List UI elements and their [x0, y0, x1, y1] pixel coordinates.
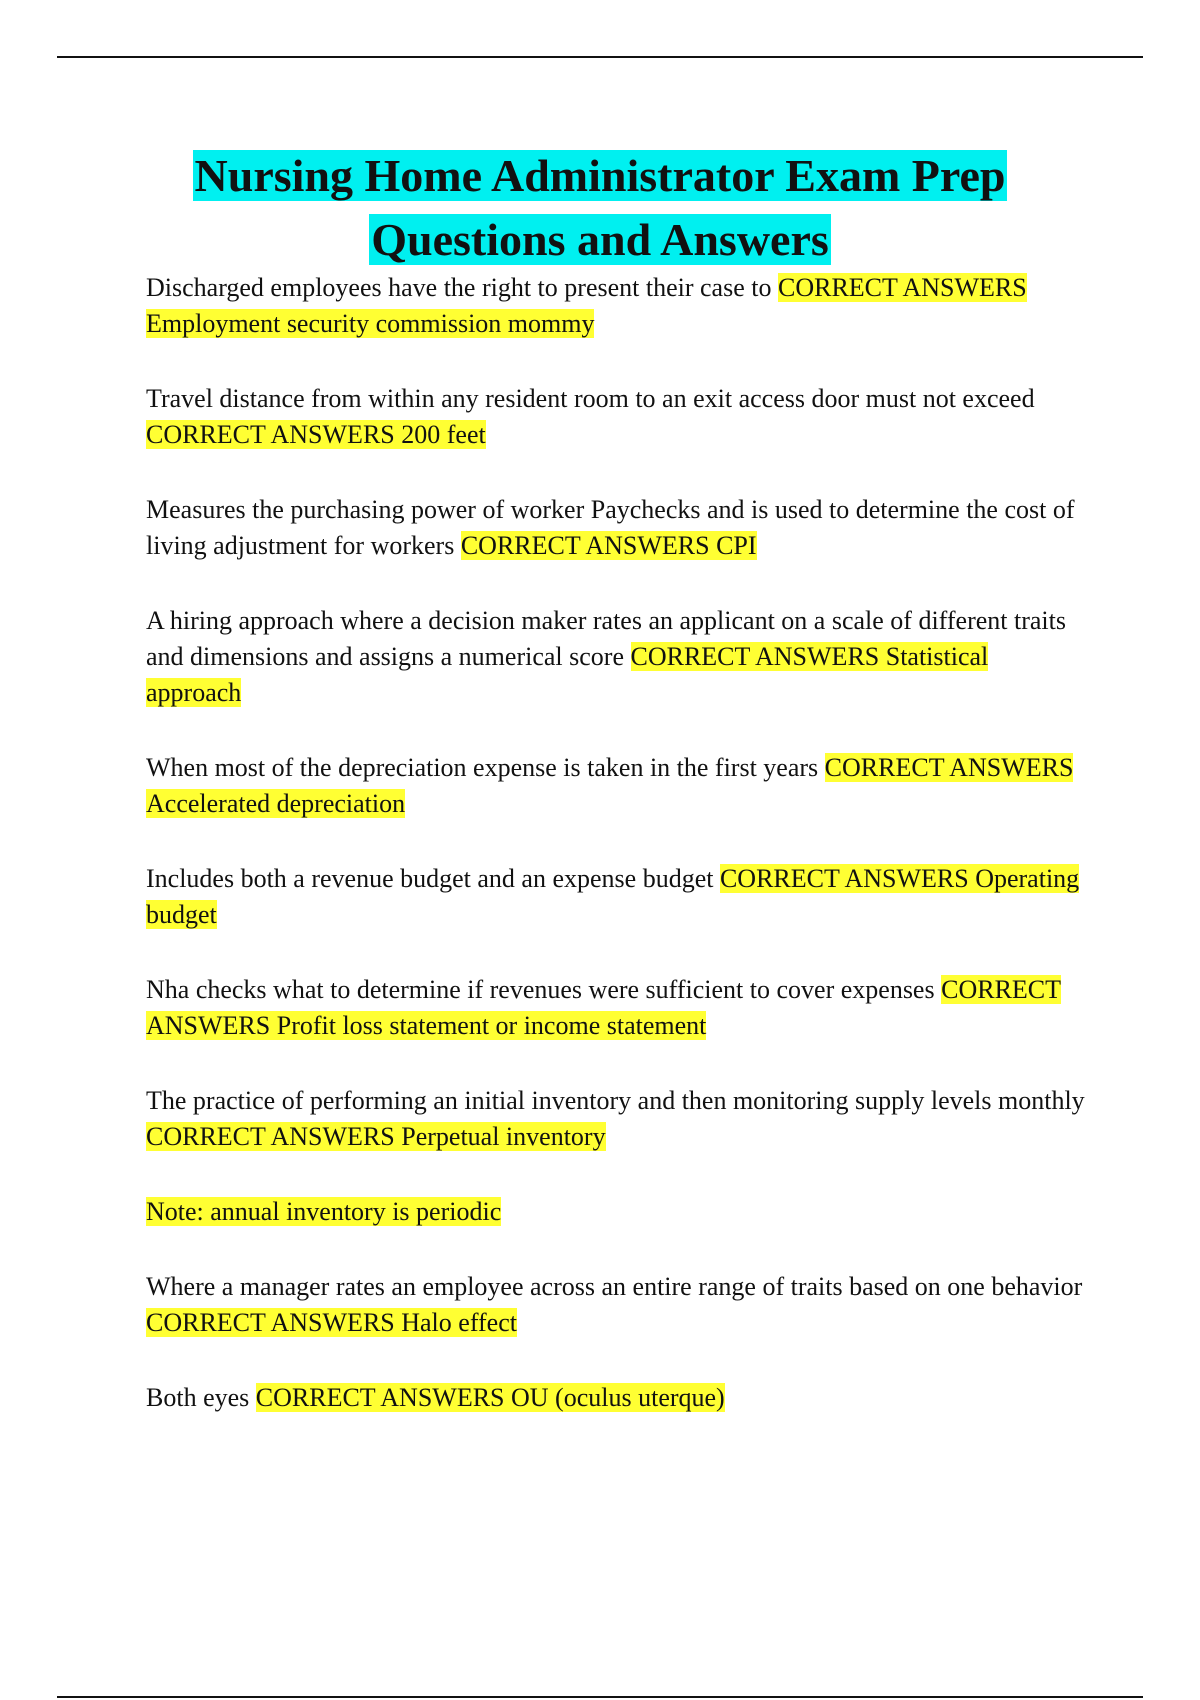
- note-item: [146, 1194, 1086, 1230]
- qa-item: [146, 1380, 1086, 1416]
- answer-text: CORRECT ANSWERS Perpetual inventory: [146, 1122, 606, 1151]
- qa-item: [146, 861, 1086, 933]
- qa-item: [146, 270, 1086, 342]
- question-text: When most of the depreciation expense is taken in the first years: [146, 753, 825, 782]
- question-text: The practice of performing an initial inventory and then monitoring supply levels monthly: [146, 1086, 1085, 1115]
- document-title-text: Nursing Home Administrator Exam Prep Questions and Answers: [194, 150, 1006, 265]
- question-text: A hiring approach where a decision maker rates an applicant on a scale of different traits and dimensions and assigns a numerical score: [146, 606, 1066, 671]
- qa-item: [146, 972, 1086, 1044]
- answer-text: CORRECT ANSWERS Statistical approach: [146, 642, 989, 707]
- answer-text: CORRECT ANSWERS Employment security commission mommy: [146, 273, 1027, 338]
- question-text: Travel distance from within any resident room to an exit access door must not exceed: [146, 384, 1035, 413]
- answer-text: CORRECT ANSWERS OU (oculus uterque): [255, 1383, 725, 1412]
- qa-item: [146, 750, 1086, 822]
- qa-list: [146, 270, 1086, 1455]
- note-text: Note: annual inventory is periodic: [146, 1197, 502, 1226]
- question-text: Includes both a revenue budget and an expense budget: [146, 864, 720, 893]
- answer-text: CORRECT ANSWERS CPI: [460, 531, 757, 560]
- qa-item: [146, 1083, 1086, 1155]
- answer-text: CORRECT ANSWERS Operating budget: [146, 864, 1080, 929]
- question-text: Discharged employees have the right to present their case to: [146, 273, 778, 302]
- qa-item: [146, 1269, 1086, 1341]
- answer-text: CORRECT ANSWERS Profit loss statement or income statement: [146, 975, 1062, 1040]
- document-title: [100, 144, 1100, 272]
- qa-item: [146, 492, 1086, 564]
- top-rule: [57, 56, 1143, 58]
- question-text: Both eyes: [146, 1383, 256, 1412]
- qa-item: [146, 381, 1086, 453]
- answer-text: CORRECT ANSWERS Halo effect: [146, 1308, 517, 1337]
- answer-text: CORRECT ANSWERS 200 feet: [146, 420, 486, 449]
- question-text: Nha checks what to determine if revenues were sufficient to cover expenses: [146, 975, 942, 1004]
- answer-text: CORRECT ANSWERS Accelerated depreciation: [146, 753, 1074, 818]
- qa-item: [146, 603, 1086, 711]
- bottom-rule: [57, 1696, 1143, 1698]
- question-text: Measures the purchasing power of worker Paychecks and is used to determine the cost of living adjustment for workers: [146, 495, 1075, 560]
- question-text: Where a manager rates an employee across an entire range of traits based on one behavior: [146, 1272, 1083, 1301]
